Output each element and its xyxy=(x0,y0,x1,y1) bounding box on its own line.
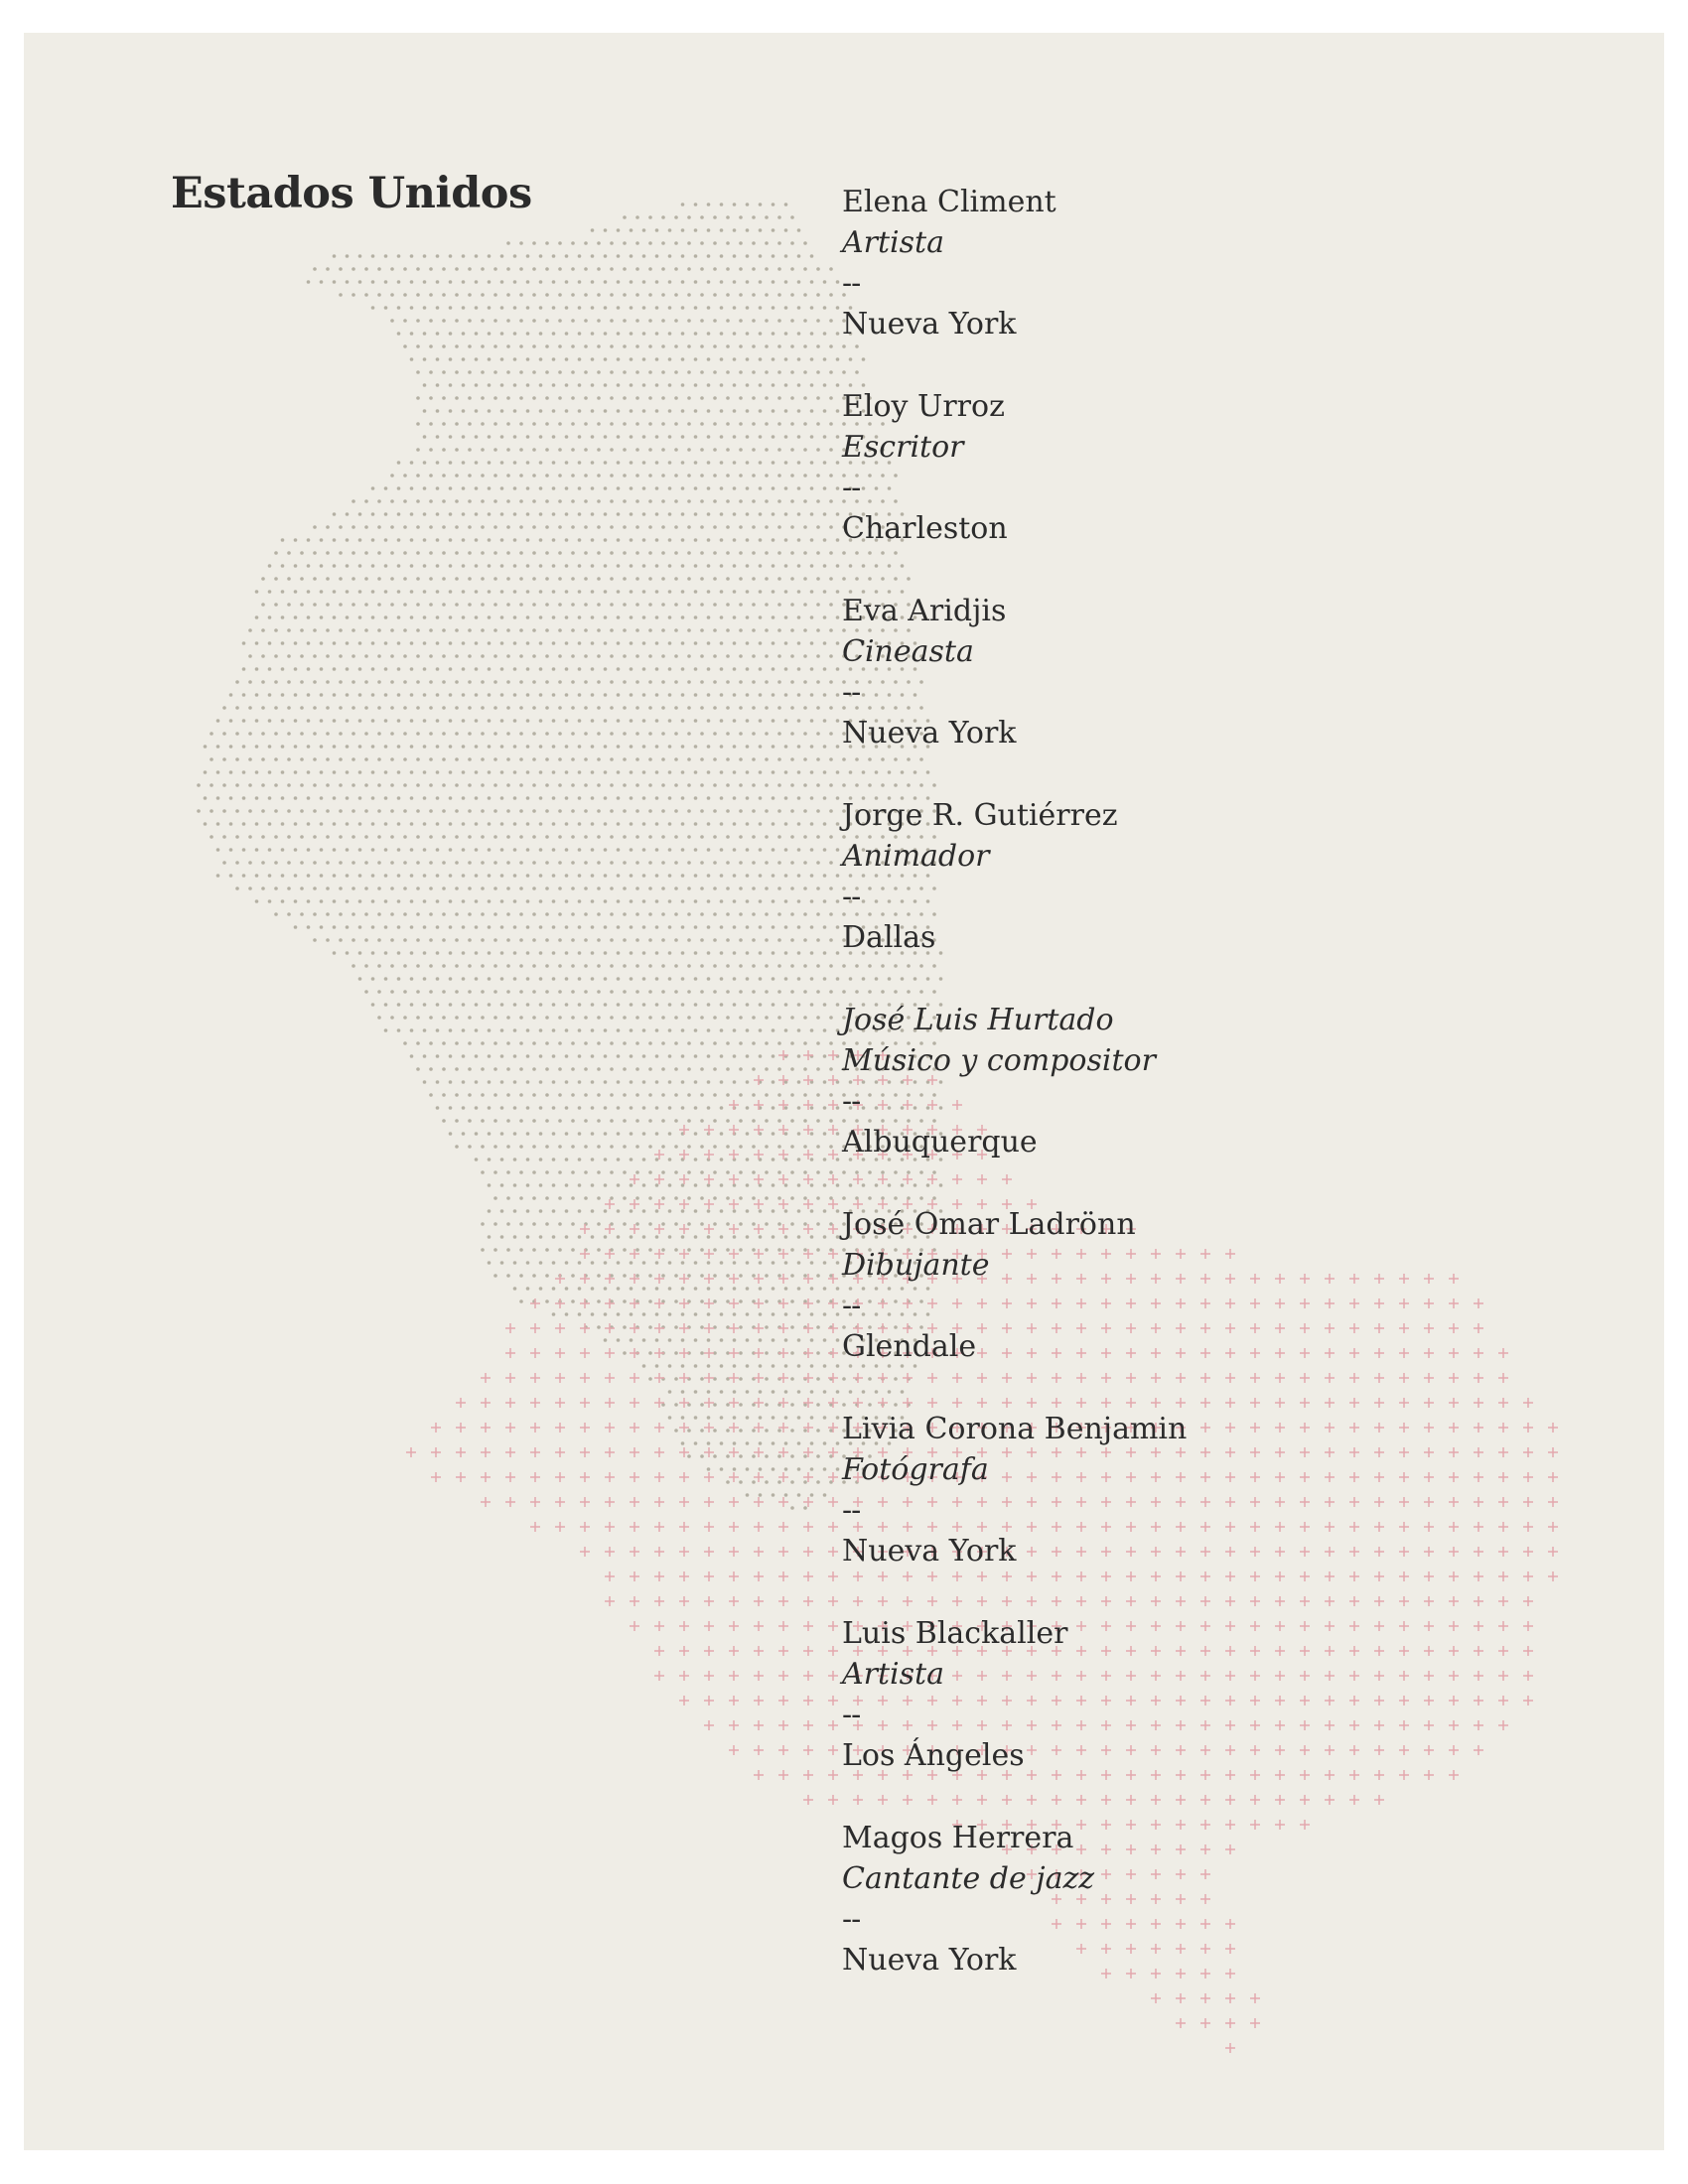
person-entry xyxy=(842,1409,1187,1571)
person-role: Artista xyxy=(842,1657,944,1692)
person-role: Músico y compositor xyxy=(842,1043,1156,1078)
person-city: Glendale xyxy=(842,1329,977,1364)
person-city: Los Ángeles xyxy=(842,1738,1025,1773)
people-list xyxy=(842,182,1187,1980)
country-title: Estados Unidos xyxy=(171,169,532,218)
person-separator: -- xyxy=(842,1493,861,1528)
person-role: Cineasta xyxy=(842,634,974,669)
person-name: Livia Corona Benjamin xyxy=(842,1412,1188,1446)
grey-dot-pattern xyxy=(197,203,942,1510)
person-entry xyxy=(842,386,1187,549)
person-entry xyxy=(842,795,1187,958)
person-role: Fotógrafa xyxy=(842,1452,989,1487)
person-role: Dibujante xyxy=(842,1248,990,1283)
person-separator: -- xyxy=(842,675,861,710)
person-name: Elena Climent xyxy=(842,185,1056,219)
person-city: Albuquerque xyxy=(842,1125,1038,1160)
person-role: Animador xyxy=(842,839,990,874)
person-city: Dallas xyxy=(842,920,936,955)
person-entry xyxy=(842,182,1187,344)
page-sheet xyxy=(24,33,1664,2150)
person-name: Jorge R. Gutiérrez xyxy=(842,798,1118,833)
person-entry xyxy=(842,1818,1187,1980)
person-name: Magos Herrera xyxy=(842,1821,1074,1855)
person-name: Eva Aridjis xyxy=(842,594,1007,628)
person-name: José Omar Ladrönn xyxy=(842,1207,1136,1242)
person-name: José Luis Hurtado xyxy=(842,1003,1114,1037)
person-city: Nueva York xyxy=(842,1534,1017,1569)
person-entry xyxy=(842,1000,1187,1162)
person-entry xyxy=(842,1204,1187,1367)
person-entry xyxy=(842,591,1187,753)
person-name: Eloy Urroz xyxy=(842,389,1005,424)
person-role: Artista xyxy=(842,225,944,260)
person-separator: -- xyxy=(842,1698,861,1732)
person-separator: -- xyxy=(842,471,861,505)
person-role: Cantante de jazz xyxy=(842,1861,1095,1896)
person-separator: -- xyxy=(842,1289,861,1323)
person-entry xyxy=(842,1613,1187,1776)
person-separator: -- xyxy=(842,880,861,914)
person-city: Nueva York xyxy=(842,716,1017,751)
person-city: Nueva York xyxy=(842,307,1017,341)
person-city: Charleston xyxy=(842,511,1008,546)
person-separator: -- xyxy=(842,1902,861,1937)
person-name: Luis Blackaller xyxy=(842,1616,1068,1651)
person-separator: -- xyxy=(842,1084,861,1119)
person-role: Escritor xyxy=(842,430,964,465)
person-city: Nueva York xyxy=(842,1943,1017,1978)
person-separator: -- xyxy=(842,266,861,301)
